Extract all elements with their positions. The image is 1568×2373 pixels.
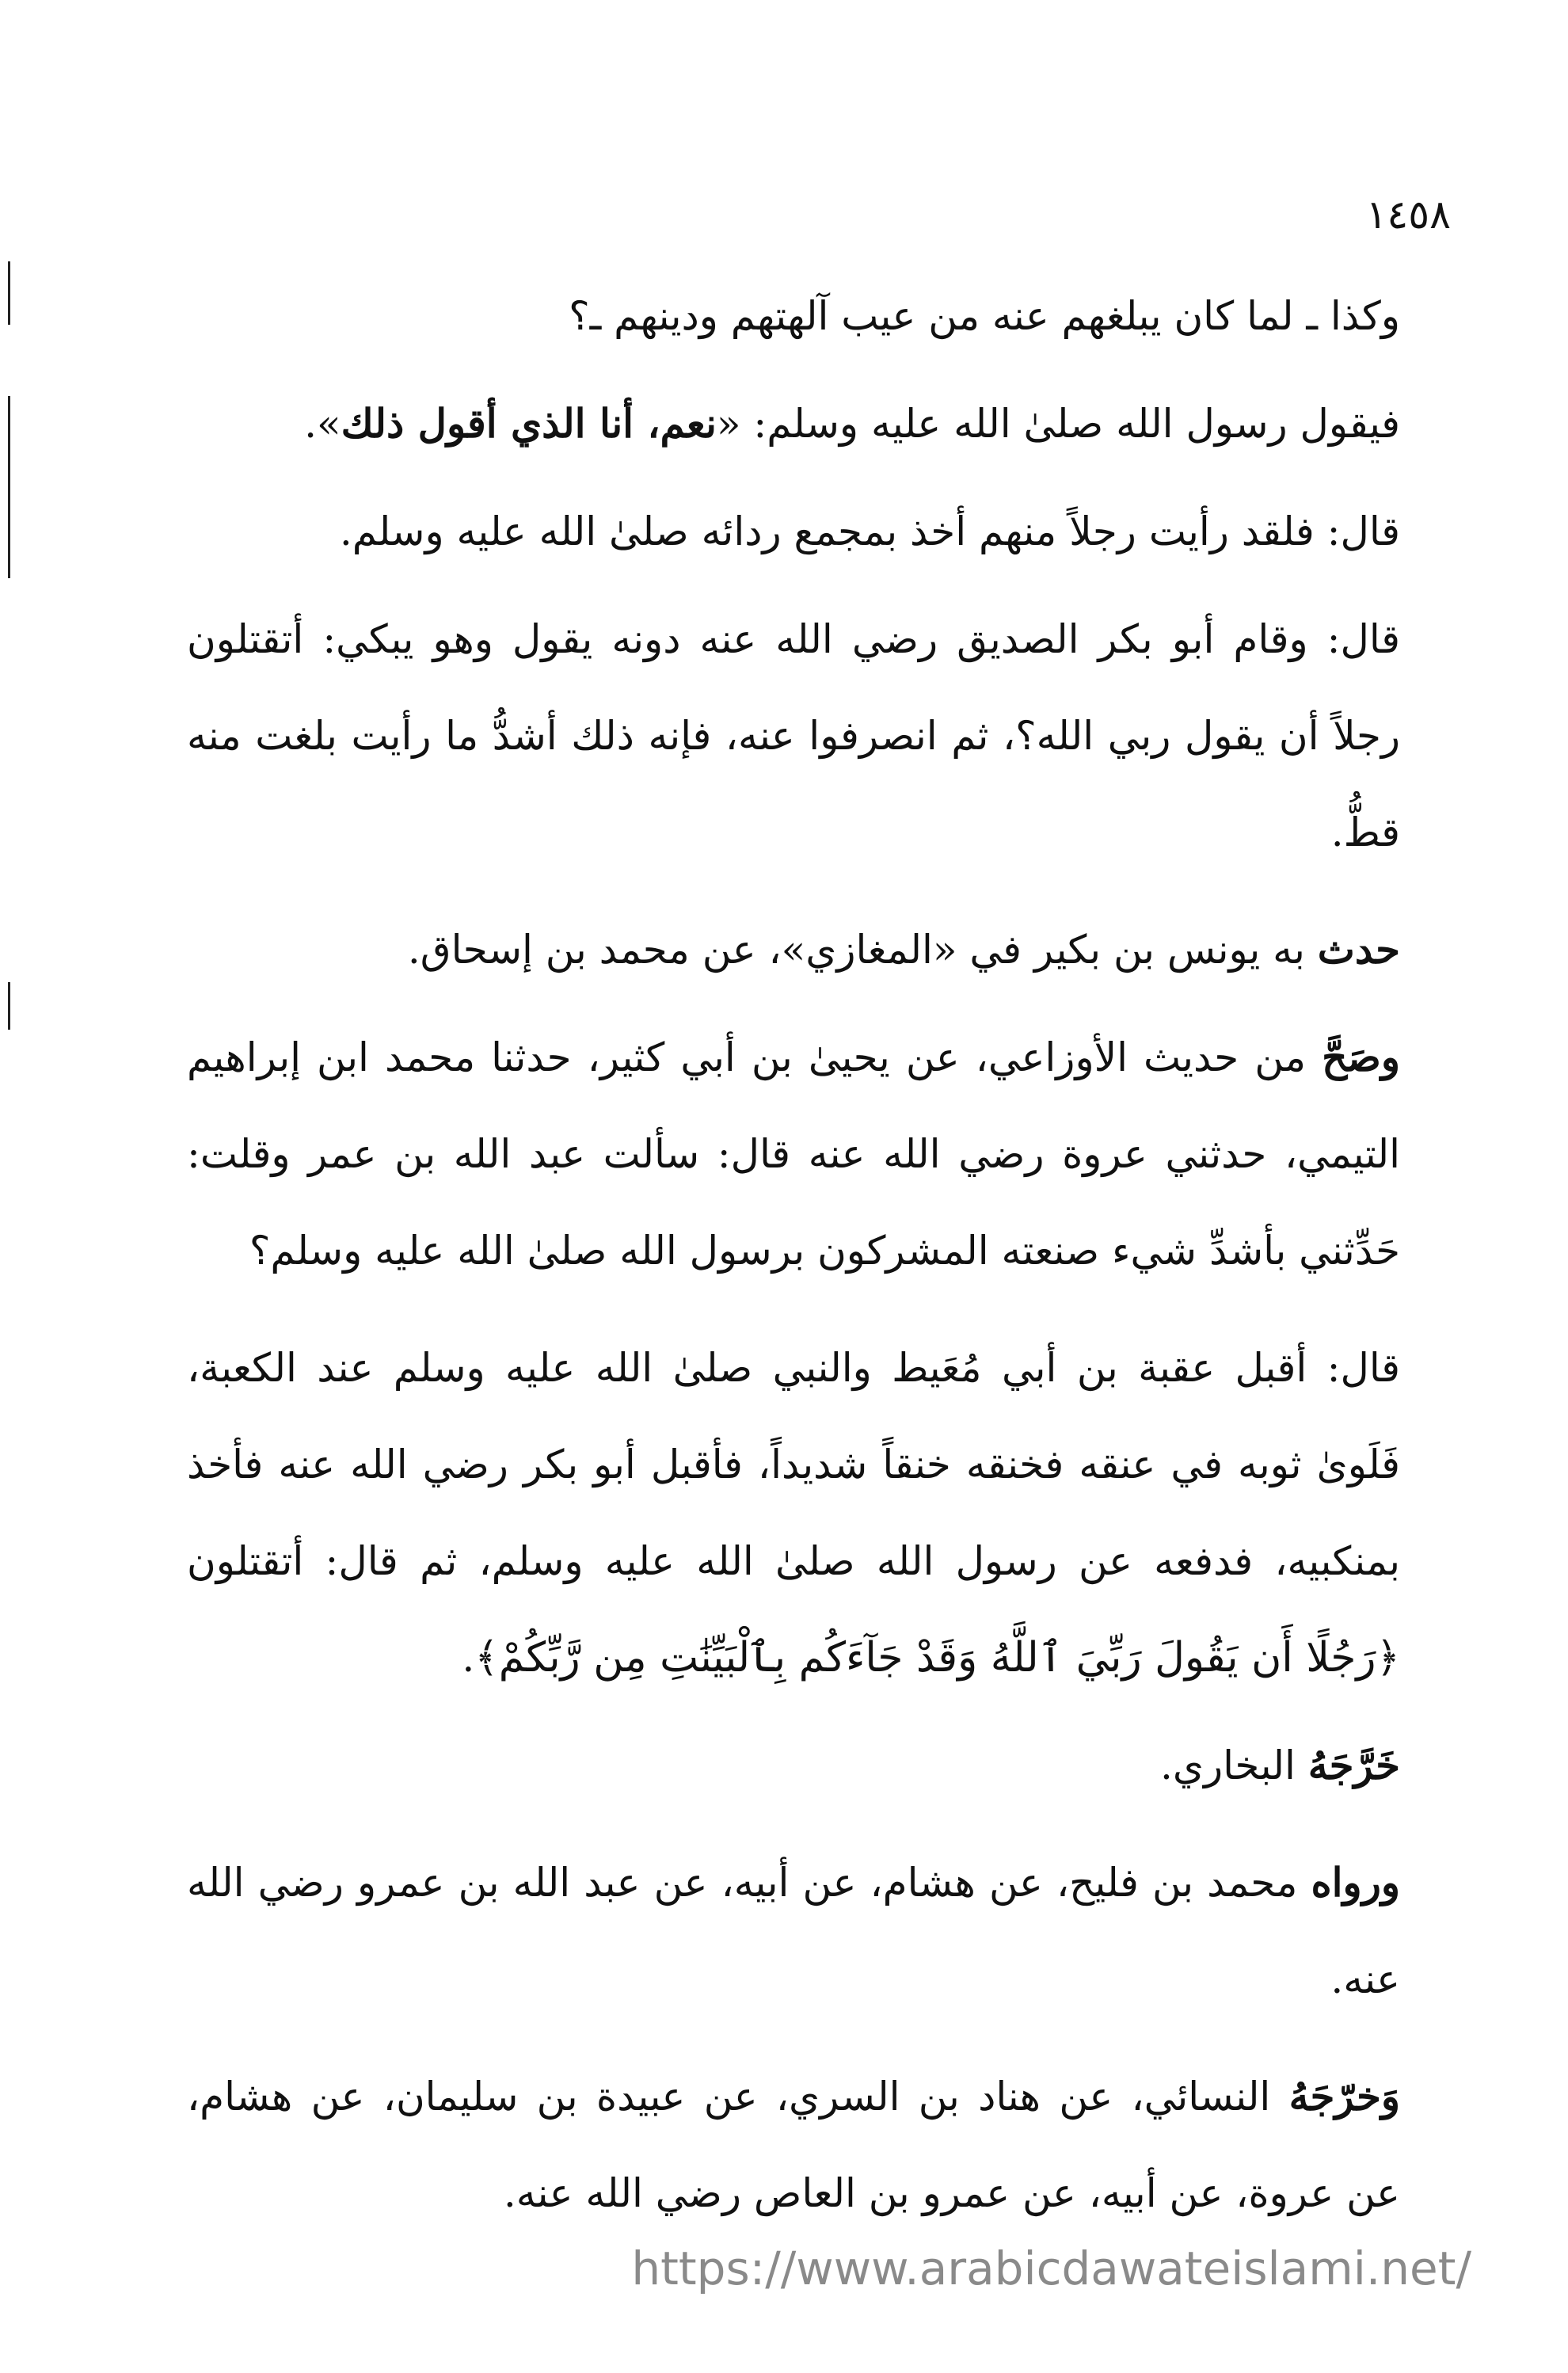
paragraph-lead-word: وصَحَّ: [1322, 1034, 1400, 1080]
quran-verse: ﴿رَجُلًا أَن يَقُولَ رَبِّيَ ٱللَّهُ وَقَدْ جَآءَكُم بِٱلْبَيِّنَٰتِ مِن رَّبِّكُمْ﴾: [474, 1634, 1400, 1682]
paragraph-text: قال: فلقد رأيت رجلاً منهم أخذ بمجمع ردائه صلىٰ الله عليه وسلم.: [339, 508, 1400, 554]
paragraph-lead-word: خَرَّجَهُ: [1307, 1742, 1400, 1788]
paragraph-tail: .: [462, 1635, 475, 1681]
watermark-url: https://www.arabicdawateislami.net/: [631, 2242, 1471, 2295]
paragraph-1: [187, 268, 1400, 364]
paragraph-text: محمد بن فليح، عن هشام، عن أبيه، عن عبد الله بن عمرو رضي الله عنه.: [187, 1860, 1400, 2002]
paragraph-text: فيقول رسول الله صلىٰ الله عليه وسلم: «: [716, 401, 1400, 447]
paragraph-lead-word: حدث: [1317, 926, 1400, 973]
paragraph-7: [187, 1320, 1400, 1706]
paragraph-3: [187, 483, 1400, 580]
paragraph-5: [187, 901, 1400, 998]
paragraph-10: [187, 2048, 1400, 2242]
paragraph-text: من حديث الأوزاعي، عن يحيىٰ بن أبي كثير، حدثنا محمد ابن إبراهيم التيمي، حدثني عروة رضي الله عنه قال: سألت عبد الله بن عمر وقلت: حَدِّثني بأشدِّ شيء صنعته المشركون برسول الله صلىٰ الله عليه وسلم؟: [187, 1034, 1400, 1274]
paragraph-text: النسائي، عن هناد بن السري، عن عبيدة بن سليمان، عن هشام، عن عروة، عن أبيه، عن عمرو بن العاص رضي الله عنه.: [187, 2074, 1400, 2216]
prophet-quote: نعم، أنا الذي أقول ذلك: [341, 400, 717, 447]
paragraph-text: وكذا ـ لما كان يبلغهم عنه من عيب آلهتهم ودينهم ـ؟: [569, 293, 1400, 339]
page-number: ١٤٥٨: [1365, 192, 1451, 238]
paragraph-text: البخاري.: [1159, 1743, 1308, 1788]
paragraph-4: [187, 591, 1400, 881]
scan-edge-mark: [8, 261, 10, 325]
paragraph-9: [187, 1834, 1400, 2028]
paragraph-tail: ».: [304, 401, 341, 447]
scan-edge-mark: [8, 982, 10, 1030]
paragraph-8: [187, 1717, 1400, 1814]
paragraph-2: [187, 375, 1400, 472]
paragraph-text: قال: وقام أبو بكر الصديق رضي الله عنه دونه يقول وهو يبكي: أتقتلون رجلاً أن يقول ربي الله؟، ثم انصرفوا عنه، فإنه ذلك أشدُّ ما رأيت بلغت منه قطُّ.: [187, 616, 1400, 855]
paragraph-text: قال: أقبل عقبة بن أبي مُعَيط والنبي صلىٰ الله عليه وسلم عند الكعبة، فَلَوىٰ ثوبه في عنقه فخنقه خنقاً شديداً، فأقبل أبو بكر رضي الله عنه فأخذ بمنكبيه، فدفعه عن رسول الله صلىٰ الله عليه وسلم، ثم قال: أتقتلون: [187, 1345, 1400, 1584]
paragraph-lead-word: ورواه: [1311, 1859, 1400, 1906]
paragraph-lead-word: وَخرّجَهُ: [1288, 2073, 1400, 2120]
paragraph-6: [187, 1009, 1400, 1299]
page-body: [187, 268, 1400, 2253]
paragraph-text: به يونس بن بكير في «المغازي»، عن محمد بن إسحاق.: [407, 927, 1318, 973]
scan-edge-mark: [8, 396, 10, 578]
